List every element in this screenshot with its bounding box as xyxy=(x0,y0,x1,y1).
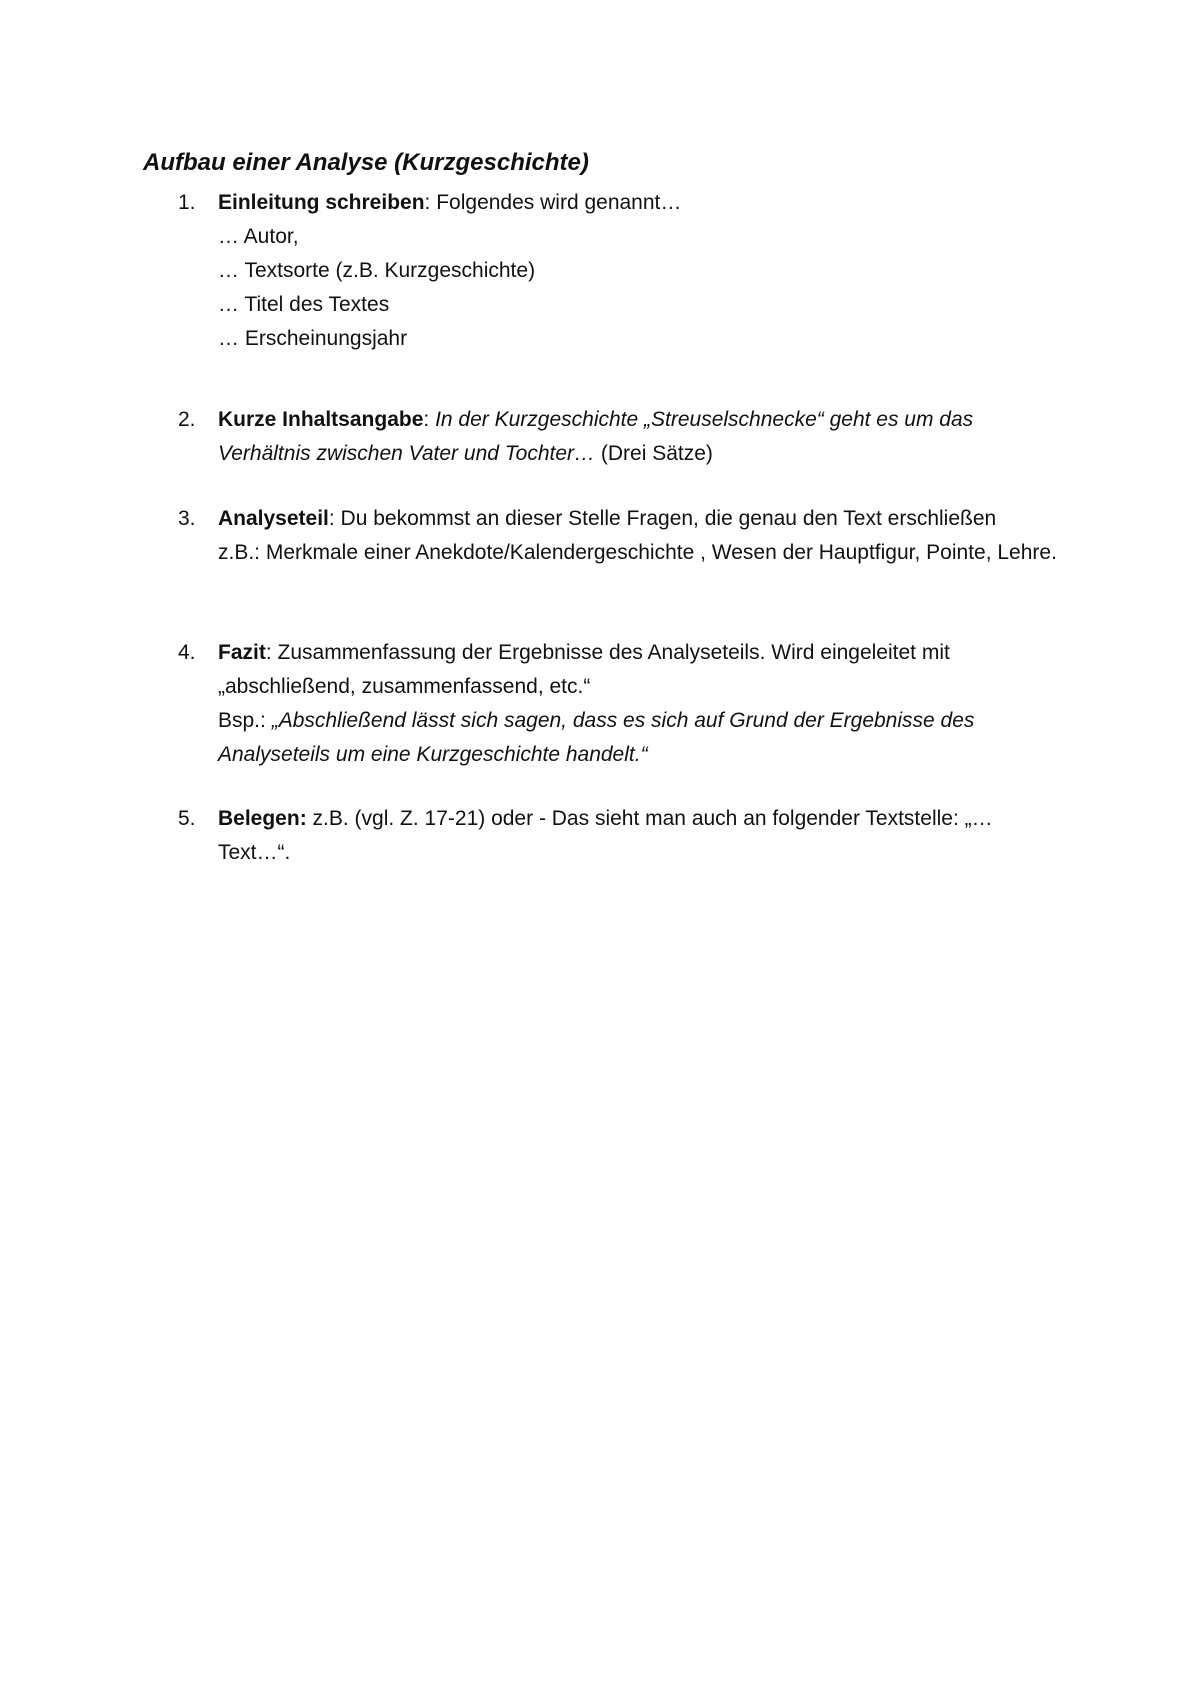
item-text: z.B. (vgl. Z. 17-21) oder - Das sieht man auch an folgender Textstelle: „… Text…“. xyxy=(218,807,993,864)
item-text: : Du bekommst an dieser Stelle Fragen, die genau den Text erschließen xyxy=(328,507,997,530)
list-item-heading-line xyxy=(218,186,1058,220)
example-prefix: Bsp.: xyxy=(218,709,272,732)
item-text: (Drei Sätze) xyxy=(595,442,713,465)
example-italic-text: „Abschließend lässt sich sagen, dass es sich auf Grund der Ergebnisse des Analyseteils um eine Kurzgeschichte handelt.“ xyxy=(218,709,975,766)
example-line xyxy=(218,704,1058,772)
subline-titel: … Titel des Textes xyxy=(218,293,390,316)
list-number: 4. xyxy=(178,641,196,664)
list-item-body xyxy=(218,186,1058,356)
item-text: : Zusammenfassung der Ergebnisse des Analyseteils. Wird eingeleitet mit „abschließend, zusammenfassend, etc.“ xyxy=(218,641,950,698)
item-continuation: z.B.: Merkmale einer Anekdote/Kalendergeschichte , Wesen der Hauptfigur, Pointe, Lehre. xyxy=(218,541,1057,564)
item-label: Kurze Inhaltsangabe xyxy=(218,408,424,431)
list-item-heading-line xyxy=(218,636,1058,704)
item-text: : Folgendes wird genannt… xyxy=(424,191,682,214)
list-number: 1. xyxy=(178,191,196,214)
list-item-body xyxy=(218,403,1058,471)
list-item-body xyxy=(218,802,1058,870)
list-item-heading-line xyxy=(218,502,1058,536)
list-number: 2. xyxy=(178,408,196,431)
document-title: Aufbau einer Analyse (Kurzgeschichte) xyxy=(143,149,589,176)
subline-textsorte: … Textsorte (z.B. Kurzgeschichte) xyxy=(218,259,536,282)
subline-erscheinungsjahr: … Erscheinungsjahr xyxy=(218,327,408,350)
list-number: 3. xyxy=(178,507,196,530)
item-colon: : xyxy=(423,408,436,431)
list-item-body xyxy=(218,636,1058,772)
list-item-body xyxy=(218,502,1058,570)
item-label: Belegen: xyxy=(218,807,307,830)
list-number: 5. xyxy=(178,807,196,830)
item-label: Einleitung schreiben xyxy=(218,191,425,214)
item-label: Analyseteil xyxy=(218,507,329,530)
item-italic-text: In der Kurzgeschichte „Streuselschnecke“ geht es um das Verhältnis zwischen Vater und Tochter… xyxy=(218,408,974,465)
subline-autor: … Autor, xyxy=(218,225,299,248)
item-label: Fazit xyxy=(218,641,266,664)
